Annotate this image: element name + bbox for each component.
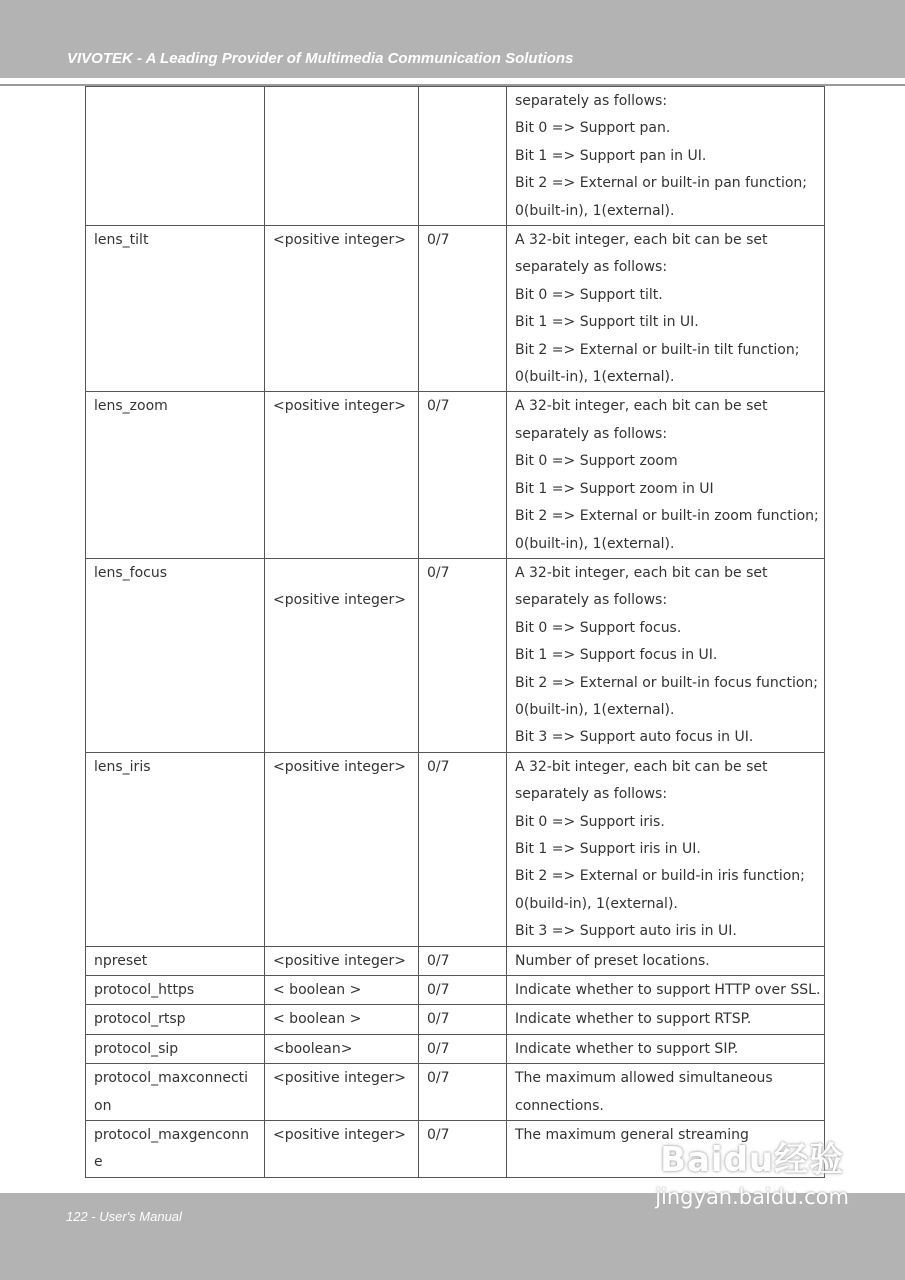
param-description: [507, 1034, 825, 1063]
description-line: Indicate whether to support HTTP over SSL.: [515, 982, 821, 998]
param-type: < boolean >: [265, 1005, 419, 1034]
param-default: 0/7: [419, 1005, 507, 1034]
table-row: [86, 558, 825, 752]
description-line: 0(built-in), 1(external).: [515, 202, 675, 219]
param-name: protocol_sip: [86, 1034, 265, 1063]
param-default: 0/7: [419, 752, 507, 946]
description-line: The maximum allowed simultaneous: [515, 1070, 773, 1087]
description-line: separately as follows:: [515, 259, 668, 276]
description-line: Bit 0 => Support zoom: [515, 453, 678, 470]
param-type: [265, 87, 419, 226]
description-line: Bit 0 => Support iris.: [515, 813, 665, 830]
description-line: separately as follows:: [515, 93, 668, 109]
param-name: lens_tilt: [86, 226, 265, 392]
description-line: 0(built-in), 1(external).: [515, 369, 675, 386]
watermark-url: jingyan.baidu.com: [655, 1185, 849, 1209]
param-name: protocol_rtsp: [86, 1005, 265, 1034]
param-type: <positive integer>: [265, 1121, 419, 1178]
description-line: Bit 2 => External or built-in focus function;: [515, 674, 819, 691]
table-row: [86, 226, 825, 392]
description-line: Bit 0 => Support pan.: [515, 120, 671, 137]
param-type: <positive integer>: [265, 226, 419, 392]
param-default: [419, 87, 507, 226]
description-line: Bit 1 => Support focus in UI.: [515, 647, 718, 664]
description-line: Bit 3 => Support auto focus in UI.: [515, 729, 754, 746]
param-description: [507, 946, 825, 975]
description-line: Bit 3 => Support auto iris in UI.: [515, 923, 737, 940]
table-row: [86, 946, 825, 975]
description-line: Bit 2 => External or built-in tilt function;: [515, 341, 800, 358]
header-title: VIVOTEK - A Leading Provider of Multimedia Communication Solutions: [67, 50, 574, 67]
param-name: protocol_maxconnection: [86, 1064, 265, 1121]
baidu-watermark: [655, 1140, 849, 1210]
param-type: <boolean>: [265, 1034, 419, 1063]
description-line: Number of preset locations.: [515, 952, 710, 969]
description-line: The maximum general streaming: [515, 1127, 749, 1144]
description-line: A 32-bit integer, each bit can be set: [515, 564, 768, 581]
param-name: lens_focus: [86, 558, 265, 752]
param-type: <positive integer>: [265, 1064, 419, 1121]
param-default: 0/7: [419, 226, 507, 392]
description-line: Bit 1 => Support pan in UI.: [515, 147, 707, 164]
description-line: A 32-bit integer, each bit can be set: [515, 398, 768, 415]
param-type: <positive integer>: [273, 592, 406, 609]
page-number-label: 122 - User's Manual: [66, 1209, 182, 1224]
param-type-cell: [265, 558, 419, 752]
description-line: separately as follows:: [515, 592, 668, 609]
watermark-logo: Baidu经验: [660, 1140, 845, 1180]
param-name: npreset: [86, 946, 265, 975]
description-line: 0(built-in), 1(external).: [515, 535, 675, 552]
description-line: Bit 1 => Support zoom in UI: [515, 480, 714, 497]
param-default: 0/7: [419, 392, 507, 558]
param-name: protocol_maxgenconne: [86, 1121, 265, 1178]
param-default: 0/7: [419, 1064, 507, 1121]
param-type: <positive integer>: [265, 752, 419, 946]
description-line: Indicate whether to support RTSP.: [515, 1011, 752, 1028]
description-line: Bit 2 => External or build-in iris function;: [515, 868, 805, 885]
param-description: [507, 226, 825, 392]
param-default: 0/7: [419, 558, 507, 752]
param-description: [507, 558, 825, 752]
param-name: protocol_https: [86, 976, 265, 1005]
table-row: [86, 1005, 825, 1034]
param-description: [507, 1064, 825, 1121]
param-description: [507, 392, 825, 558]
table-row: [86, 752, 825, 946]
param-default: 0/7: [419, 976, 507, 1005]
description-line: A 32-bit integer, each bit can be set: [515, 758, 768, 775]
param-name: lens_iris: [86, 752, 265, 946]
description-line: Bit 2 => External or built-in pan function;: [515, 175, 807, 192]
param-default: 0/7: [419, 946, 507, 975]
description-line: A 32-bit integer, each bit can be set: [515, 232, 768, 249]
description-line: separately as follows:: [515, 425, 668, 442]
description-line: Bit 0 => Support focus.: [515, 619, 682, 636]
param-type: < boolean >: [265, 976, 419, 1005]
param-name: lens_zoom: [86, 392, 265, 558]
description-line: 0(built-in), 1(external).: [515, 701, 675, 718]
description-line: Bit 1 => Support iris in UI.: [515, 840, 701, 857]
table-row: [86, 1034, 825, 1063]
param-type: <positive integer>: [265, 392, 419, 558]
description-line: connections.: [515, 1097, 604, 1114]
param-default: 0/7: [419, 1121, 507, 1178]
table-row: [86, 392, 825, 558]
description-line: 0(build-in), 1(external).: [515, 895, 678, 912]
param-default: 0/7: [419, 1034, 507, 1063]
parameter-table: [85, 86, 825, 1178]
page-header: [0, 0, 905, 78]
description-line: Bit 0 => Support tilt.: [515, 286, 663, 303]
table-row: [86, 87, 825, 226]
param-name: [86, 87, 265, 226]
description-line: Indicate whether to support SIP.: [515, 1040, 739, 1057]
description-line: separately as follows:: [515, 786, 668, 803]
param-description: [507, 752, 825, 946]
param-description: [507, 1005, 825, 1034]
table-row: [86, 976, 825, 1005]
table-row: [86, 1064, 825, 1121]
description-line: Bit 1 => Support tilt in UI.: [515, 314, 699, 331]
description-line: Bit 2 => External or built-in zoom function;: [515, 508, 819, 525]
param-description: [507, 87, 825, 226]
param-type: <positive integer>: [265, 946, 419, 975]
param-description: [507, 976, 825, 1005]
